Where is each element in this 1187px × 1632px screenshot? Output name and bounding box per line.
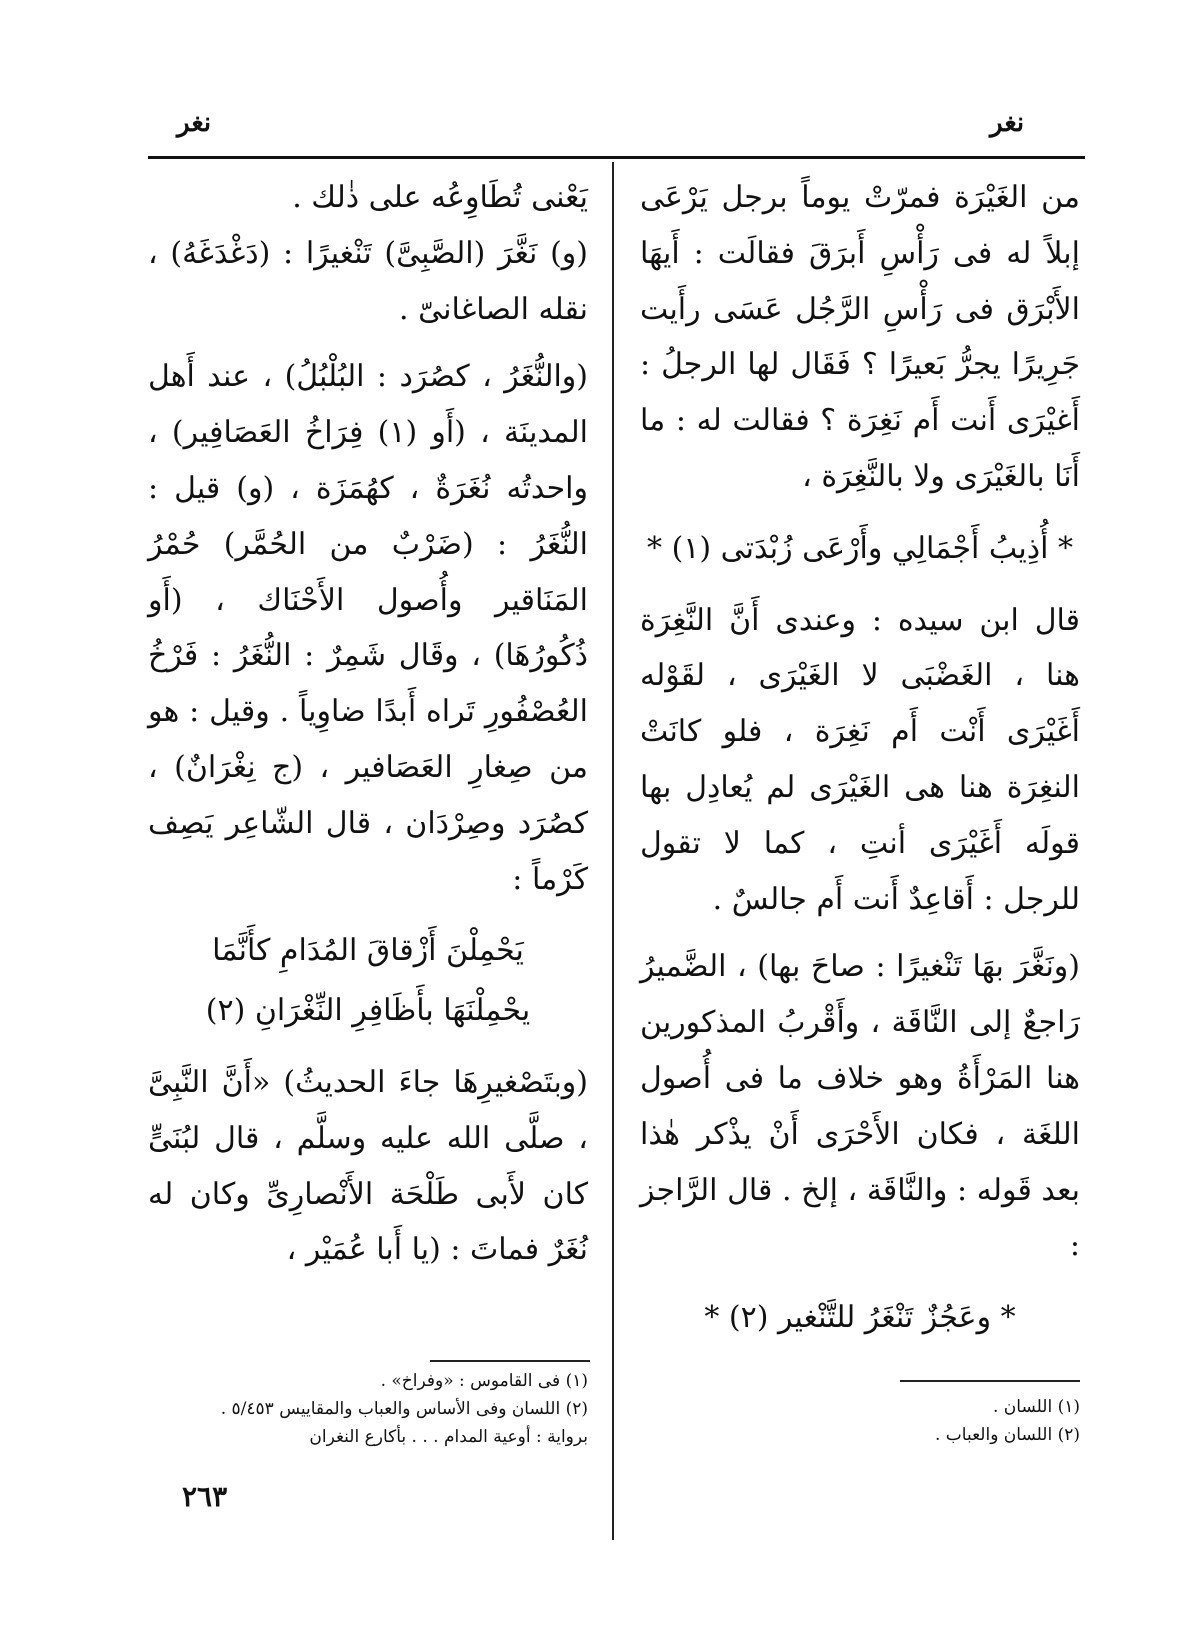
right-footnote-2: (٢) اللسان والعباب . [934,1425,1080,1445]
left-paragraph-2: (و) نَغَّرَ (الصَّبِىَّ) تَنْغيرًا : (دَغْدَغَهُ) ، نقله الصاغانىّ . [148,235,588,327]
left-paragraph-3: (والنُّغَرُ ، كصُرَد : البُلْبُلُ) ، عند أَهل المدينَة ، (أَو (١) فِرَاخُ العَصَافِير) ، واحدتُه نُغَرَةٌ ، كهُمَزَة ، (و) قيل : النُّغَرُ : (ضَرْبٌ من الحُمَّر) حُمْرُ المَنَاقير وأُصول الأَحْنَاك ، (أَو ذُكُورُهَا) ، وقَال شَمِرٌ : النُّغَرُ : فَرْخُ العُصْفُورِ تَراه أَبدًا ضاوِياً . وقيل : هو من صِغارِ العَصَافير ، (ج نِغْرَانٌ) ، كصُرَد وصِرْدَان ، قال الشّاعِر يَصِف كَرْماً : [148,359,589,897]
left-footnote-3: برواية : أوعية المدام . . . بأكارع النغران [309,1427,588,1447]
left-footnote-rule [430,1360,590,1362]
page-number: ٢٦٣ [182,1480,228,1513]
right-column [640,170,1080,1350]
left-footnote-1: (١) فى القاموس : «وفراخ» . [380,1371,588,1391]
left-paragraph-4: (وبتَصْغيرِهَا جاءَ الحديثُ) «أَنَّ النَّبِىَّ ، صلَّى الله عليه وسلَّم ، قال لبُنَىٍّ كان لأَبى طَلْحَة الأَنْصارِىِّ وكان له نُغَرٌ فماتَ : (يا أَبا عُمَيْر ، [148,1064,588,1268]
left-column [148,170,588,1278]
left-paragraph-1: يَعْنى تُطَاوِعُه على ذٰلك . [292,180,588,215]
right-footnotes [820,1393,1080,1449]
right-paragraph-1: من الغَيْرَة فمرّتْ يوماً برجل يَرْعَى إبلاً له فى رَأْسِ أَبرَقَ فقالَت : أَيهَا الأَبْرَق فى رَأْسِ الرَّجُل عَسَى رأَيت جَرِيرًا يجرُّ بَعيرًا ؟ فَقَال لها الرجلُ : أَغيْرَى أَنت أَم نَغِرَة ؟ فقالت له : ما أَنَا بالغَيْرَى ولا بالنَّغِرَة ، [640,180,1080,494]
column-divider [612,162,614,1540]
left-footnote-2: (٢) اللسان وفى الأساس والعباب والمقاييس ٥/٤٥٣ . [220,1399,588,1419]
right-verse-2: * وعَجُزٌ تَنْغَرُ للتَّنْغير (٢) * [704,1300,1016,1336]
right-footnote-rule [900,1380,1080,1382]
right-verse-1: * أُذِيبُ أَجْمَالِي وأَرْعَى زُبْدَتى (١) * [647,530,1073,566]
right-footnote-1: (١) اللسان . [993,1397,1080,1417]
running-header-left: نغر [177,108,212,138]
left-verse-1: يَحْمِلْنَ أَزْقاقَ المُدَامِ كأَنَّمَا [212,933,524,969]
right-paragraph-2: قال ابن سيده : وعندى أَنَّ النَّغِرَة هنا ، الغَضْبَى لا الغَيْرَى ، لقَوْله أَغَيْرَى أَنْت أَم نَغِرَة ، فلو كانَتْ النغِرَة هنا هى الغَيْرَى لم يُعادِل بها قولَه أَغَيْرَى أنتِ ، كما لا تقول للرجل : أَقاعِدٌ أَنت أَم جالسٌ . [640,602,1080,917]
left-verse-2: يحْمِلْنَهَا بأَظَافِرِ النِّغْرَانِ (٢) [205,993,531,1029]
left-footnotes [148,1367,588,1451]
header-rule [148,156,1085,159]
right-paragraph-3: (ونَغَّرَ بهَا تَنْغيرًا : صاحَ بها) ، الضَّميرُ رَاجعٌ إلى النَّاقَة ، وأَقْربُ المذكورين هنا المَرْأَةُ وهو خلاف ما فى أُصول اللغَة ، فكان الأَحْرَى أَنْ يذْكر هٰذا بعد قَوله : والنَّاقَة ، إلخ . قال الرَّاجز : [640,949,1080,1264]
running-header-right: نغر [990,108,1025,138]
